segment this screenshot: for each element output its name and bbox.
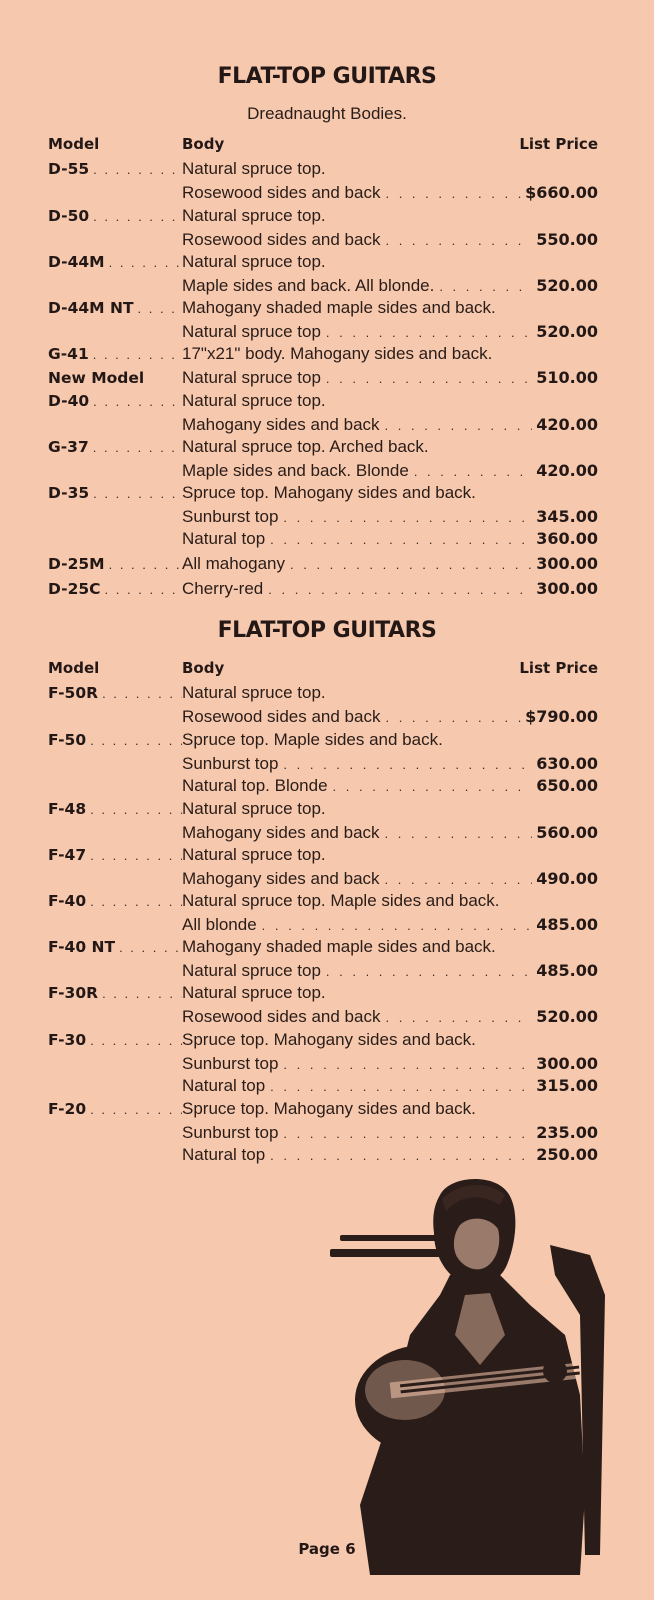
body-description: Natural spruce top. — [182, 799, 326, 818]
model-cell — [48, 413, 182, 437]
dot-leader — [326, 321, 532, 344]
dot-leader — [93, 205, 182, 228]
body-cell — [182, 435, 598, 459]
body-cell — [182, 296, 598, 320]
model-cell — [48, 1005, 182, 1029]
dot-leader — [109, 251, 182, 274]
body-description: Rosewood sides and back — [182, 230, 381, 249]
dot-leader — [105, 578, 182, 601]
price-row — [0, 867, 654, 891]
price-row — [0, 320, 654, 344]
body-cell — [182, 577, 598, 601]
dot-leader — [283, 1122, 532, 1145]
dot-leader — [268, 578, 532, 601]
list-price: 345.00 — [536, 507, 598, 526]
body-cell — [182, 774, 598, 798]
dot-leader — [109, 553, 182, 576]
dot-leader — [385, 868, 533, 891]
list-price: 315.00 — [536, 1076, 598, 1095]
body-description: Maple sides and back. All blonde. — [182, 276, 435, 295]
column-header-body: Body — [182, 135, 225, 153]
model-cell — [48, 889, 182, 913]
body-cell — [182, 843, 598, 867]
model-name: F-50R — [48, 684, 99, 702]
body-description: Natural top. Blonde — [182, 776, 328, 795]
price-row — [0, 527, 654, 551]
body-cell — [182, 505, 598, 529]
dot-leader — [270, 528, 532, 551]
dot-leader — [262, 914, 533, 937]
list-price: 650.00 — [536, 776, 598, 795]
column-header-body: Body — [182, 659, 225, 677]
model-cell — [48, 935, 182, 959]
price-row — [0, 505, 654, 529]
model-cell — [48, 1052, 182, 1076]
body-description: Natural top — [182, 529, 266, 548]
model-name: F-50 — [48, 731, 87, 749]
dot-leader — [90, 729, 182, 752]
body-description: Natural spruce top. Arched back. — [182, 437, 429, 456]
model-cell — [48, 552, 182, 576]
dot-leader — [333, 775, 533, 798]
body-description: Maple sides and back. Blonde — [182, 461, 409, 480]
section-subtitle: Dreadnaught Bodies. — [247, 104, 407, 123]
body-cell — [182, 250, 598, 274]
body-description: Natural spruce top. — [182, 845, 326, 864]
price-row — [0, 481, 654, 505]
price-row — [0, 889, 654, 913]
body-description: Mahogany sides and back — [182, 823, 380, 842]
model-name: F-47 — [48, 846, 87, 864]
model-name: D-25C — [48, 580, 101, 598]
dot-leader — [90, 844, 182, 867]
model-name: D-50 — [48, 207, 90, 225]
list-price: 560.00 — [536, 823, 598, 842]
price-row — [0, 1143, 654, 1167]
body-description: Spruce top. Mahogany sides and back. — [182, 483, 476, 502]
body-description: Natural spruce top. — [182, 159, 326, 178]
body-description: Spruce top. Mahogany sides and back. — [182, 1030, 476, 1049]
body-cell — [182, 413, 598, 437]
price-row — [0, 1005, 654, 1029]
model-cell — [48, 752, 182, 776]
price-row — [0, 296, 654, 320]
model-cell — [48, 481, 182, 505]
dot-leader — [290, 553, 532, 576]
body-cell — [182, 527, 598, 551]
list-price: 300.00 — [536, 579, 598, 598]
body-description: Rosewood sides and back — [182, 707, 381, 726]
dot-leader — [102, 682, 182, 705]
price-row — [0, 752, 654, 776]
body-cell — [182, 552, 598, 576]
model-cell — [48, 1097, 182, 1121]
body-cell — [182, 1005, 598, 1029]
price-row — [0, 1028, 654, 1052]
body-cell — [182, 981, 598, 1005]
column-header-price: List Price — [519, 659, 598, 677]
model-cell — [48, 913, 182, 937]
model-name: D-35 — [48, 484, 90, 502]
price-row — [0, 204, 654, 228]
model-cell — [48, 204, 182, 228]
price-row — [0, 843, 654, 867]
model-cell — [48, 705, 182, 729]
model-cell — [48, 1121, 182, 1145]
price-row — [0, 774, 654, 798]
body-cell — [182, 204, 598, 228]
list-price: 420.00 — [536, 415, 598, 434]
model-name: D-55 — [48, 160, 90, 178]
section-title: FLAT-TOP GUITARS — [217, 618, 437, 643]
dot-leader — [385, 706, 521, 729]
body-cell — [182, 1028, 598, 1052]
body-cell — [182, 181, 598, 205]
body-cell — [182, 797, 598, 821]
body-description: Rosewood sides and back — [182, 1007, 381, 1026]
body-description: Natural top — [182, 1076, 266, 1095]
dot-leader — [385, 229, 532, 252]
page-number: Page 6 — [298, 1540, 356, 1558]
price-row — [0, 181, 654, 205]
body-description: Sunburst top — [182, 1054, 279, 1073]
dot-leader — [90, 798, 182, 821]
list-price: 520.00 — [536, 322, 598, 341]
body-cell — [182, 481, 598, 505]
dot-leader — [93, 482, 182, 505]
model-cell — [48, 435, 182, 459]
list-price: 300.00 — [536, 554, 598, 573]
list-price: 550.00 — [536, 230, 598, 249]
body-cell — [182, 889, 598, 913]
price-row — [0, 366, 654, 390]
section-title: FLAT-TOP GUITARS — [217, 64, 437, 89]
dot-leader — [283, 753, 532, 776]
model-cell — [48, 366, 182, 390]
price-row — [0, 157, 654, 181]
list-price: 485.00 — [536, 915, 598, 934]
dot-leader — [90, 1098, 182, 1121]
model-cell — [48, 342, 182, 366]
body-cell — [182, 228, 598, 252]
dot-leader — [138, 297, 182, 320]
body-description: Natural spruce top. — [182, 252, 326, 271]
price-row — [0, 250, 654, 274]
dot-leader — [283, 506, 532, 529]
body-cell — [182, 728, 598, 752]
body-description: Mahogany sides and back — [182, 415, 380, 434]
body-description: Cherry-red — [182, 579, 264, 598]
dot-leader — [93, 343, 182, 366]
model-cell — [48, 577, 182, 601]
dot-leader — [93, 436, 182, 459]
model-name: F-20 — [48, 1100, 87, 1118]
model-cell — [48, 505, 182, 529]
body-description: Natural spruce top — [182, 961, 321, 980]
model-cell — [48, 389, 182, 413]
body-cell — [182, 1052, 598, 1076]
body-description: Natural spruce top. — [182, 206, 326, 225]
body-description: Mahogany shaded maple sides and back. — [182, 937, 496, 956]
model-cell — [48, 1028, 182, 1052]
body-cell — [182, 1121, 598, 1145]
model-cell — [48, 681, 182, 705]
dot-leader — [270, 1144, 532, 1167]
model-name: G-37 — [48, 438, 89, 456]
list-price: 630.00 — [536, 754, 598, 773]
body-cell — [182, 459, 598, 483]
model-cell — [48, 320, 182, 344]
price-row — [0, 1121, 654, 1145]
price-row — [0, 274, 654, 298]
model-name: New Model — [48, 369, 145, 387]
list-price: 520.00 — [536, 276, 598, 295]
model-cell — [48, 797, 182, 821]
price-row — [0, 552, 654, 576]
dot-leader — [102, 982, 182, 1005]
body-description: All mahogany — [182, 554, 286, 573]
model-cell — [48, 981, 182, 1005]
dot-leader — [326, 367, 532, 390]
model-cell — [48, 459, 182, 483]
model-name: F-48 — [48, 800, 87, 818]
body-description: Natural spruce top — [182, 322, 321, 341]
model-cell — [48, 959, 182, 983]
model-cell — [48, 181, 182, 205]
price-row — [0, 1074, 654, 1098]
body-cell — [182, 1097, 598, 1121]
price-row — [0, 935, 654, 959]
dot-leader — [283, 1053, 532, 1076]
column-header-model: Model — [48, 659, 100, 677]
price-row — [0, 1052, 654, 1076]
price-row — [0, 728, 654, 752]
dot-leader — [93, 158, 182, 181]
model-cell — [48, 867, 182, 891]
body-cell — [182, 389, 598, 413]
body-description: Natural spruce top — [182, 368, 321, 387]
column-header-model: Model — [48, 135, 100, 153]
body-cell — [182, 867, 598, 891]
price-row — [0, 981, 654, 1005]
list-price: 490.00 — [536, 869, 598, 888]
model-name: D-44M — [48, 253, 105, 271]
body-description: Mahogany sides and back — [182, 869, 380, 888]
list-price: $660.00 — [525, 183, 598, 202]
dot-leader — [119, 936, 182, 959]
body-description: Natural spruce top. — [182, 683, 326, 702]
body-description: Sunburst top — [182, 507, 279, 526]
model-name: F-40 — [48, 892, 87, 910]
model-cell — [48, 843, 182, 867]
list-price: 250.00 — [536, 1145, 598, 1164]
guitarist-photo — [330, 1175, 605, 1575]
price-row — [0, 797, 654, 821]
price-row — [0, 413, 654, 437]
price-row — [0, 821, 654, 845]
price-row — [0, 959, 654, 983]
dot-leader — [326, 960, 532, 983]
model-cell — [48, 728, 182, 752]
dot-leader — [385, 414, 533, 437]
body-cell — [182, 274, 598, 298]
model-cell — [48, 774, 182, 798]
list-price: 360.00 — [536, 529, 598, 548]
body-description: Rosewood sides and back — [182, 183, 381, 202]
body-cell — [182, 935, 598, 959]
body-description: Spruce top. Mahogany sides and back. — [182, 1099, 476, 1118]
dot-leader — [414, 460, 532, 483]
price-row — [0, 705, 654, 729]
model-name: D-44M NT — [48, 299, 134, 317]
model-name: D-40 — [48, 392, 90, 410]
model-cell — [48, 527, 182, 551]
model-name: F-30R — [48, 984, 99, 1002]
body-description: Natural top — [182, 1145, 266, 1164]
price-row — [0, 435, 654, 459]
dot-leader — [439, 275, 532, 298]
body-cell — [182, 1074, 598, 1098]
body-cell — [182, 681, 598, 705]
model-cell — [48, 1143, 182, 1167]
dot-leader — [93, 390, 182, 413]
dot-leader — [385, 1006, 532, 1029]
model-cell — [48, 157, 182, 181]
price-row — [0, 459, 654, 483]
list-price: $790.00 — [525, 707, 598, 726]
body-cell — [182, 320, 598, 344]
dot-leader — [385, 822, 533, 845]
list-price: 300.00 — [536, 1054, 598, 1073]
column-header-price: List Price — [519, 135, 598, 153]
list-price: 510.00 — [536, 368, 598, 387]
price-row — [0, 913, 654, 937]
body-cell — [182, 1143, 598, 1167]
price-row — [0, 1097, 654, 1121]
list-price: 520.00 — [536, 1007, 598, 1026]
body-description: All blonde — [182, 915, 257, 934]
body-description: Natural spruce top. Maple sides and back. — [182, 891, 500, 910]
price-row — [0, 577, 654, 601]
body-cell — [182, 157, 598, 181]
list-price: 235.00 — [536, 1123, 598, 1142]
dot-leader — [90, 1029, 182, 1052]
body-description: Sunburst top — [182, 754, 279, 773]
body-description: Natural spruce top. — [182, 983, 326, 1002]
body-description: 17"x21" body. Mahogany sides and back. — [182, 344, 493, 363]
body-cell — [182, 821, 598, 845]
model-cell — [48, 274, 182, 298]
model-cell — [48, 296, 182, 320]
body-cell — [182, 752, 598, 776]
model-cell — [48, 821, 182, 845]
model-cell — [48, 250, 182, 274]
list-price: 485.00 — [536, 961, 598, 980]
dot-leader — [90, 890, 182, 913]
body-cell — [182, 705, 598, 729]
model-name: F-40 NT — [48, 938, 116, 956]
model-cell — [48, 1074, 182, 1098]
body-description: Sunburst top — [182, 1123, 279, 1142]
model-name: D-25M — [48, 555, 105, 573]
model-name: G-41 — [48, 345, 89, 363]
list-price: 420.00 — [536, 461, 598, 480]
body-description: Natural spruce top. — [182, 391, 326, 410]
price-row — [0, 228, 654, 252]
body-cell — [182, 959, 598, 983]
body-cell — [182, 342, 598, 366]
price-row — [0, 389, 654, 413]
body-description: Mahogany shaded maple sides and back. — [182, 298, 496, 317]
body-cell — [182, 913, 598, 937]
price-row — [0, 681, 654, 705]
price-row — [0, 342, 654, 366]
model-name: F-30 — [48, 1031, 87, 1049]
model-cell — [48, 228, 182, 252]
dot-leader — [270, 1075, 532, 1098]
body-description: Spruce top. Maple sides and back. — [182, 730, 443, 749]
body-cell — [182, 366, 598, 390]
dot-leader — [385, 182, 521, 205]
